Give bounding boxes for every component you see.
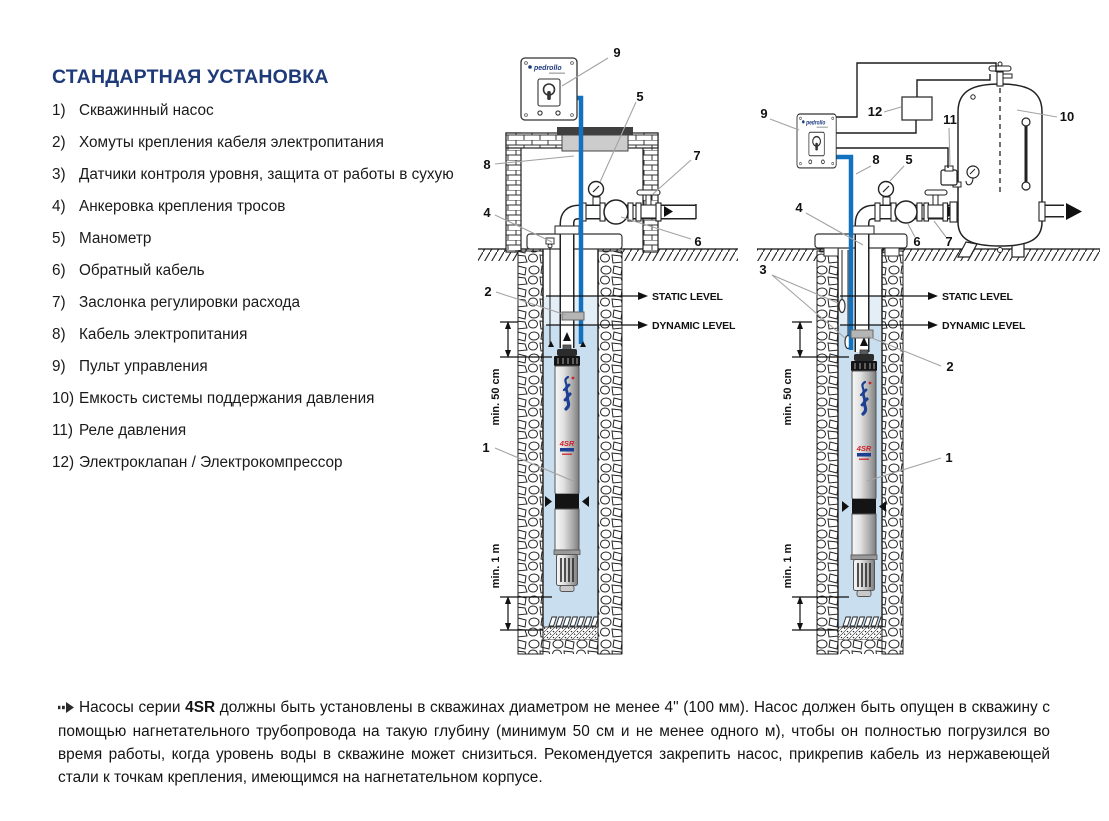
footnote-body: должны быть установлены в скважинах диаметром не менее 4" (100 мм). Насос должен быть опущен в скважину с помощью нагнетательного трубопровода на такую глубину (минимум 50 см и не менее одного м), чтобы он полностью погрузился во время работы, когда уровень воды в скважине может снизиться. Рекомендуется закрепить насос, прикрепив кабель из нержавеющей стали к точкам крепления, имеющимся на нагнетательном корпусе. xyxy=(58,699,1050,786)
check-valve xyxy=(891,201,922,223)
item-number: 5) xyxy=(52,230,66,247)
list-item xyxy=(52,351,472,383)
footnote-series: 4SR xyxy=(185,699,216,717)
page-title: СТАНДАРТНАЯ УСТАНОВКА xyxy=(52,66,329,89)
min-1m-label: min. 1 m xyxy=(782,543,794,589)
item-number: 7) xyxy=(52,294,66,311)
callout-5: 5 xyxy=(636,89,644,104)
callout-2: 2 xyxy=(946,359,954,374)
item-label: Кабель электропитания xyxy=(79,326,248,343)
callout-12: 12 xyxy=(867,104,883,119)
item-label: Обратный кабель xyxy=(79,262,205,279)
item-label: Анкеровка крепления тросов xyxy=(79,198,286,215)
diagram-pressure-tank-installation xyxy=(757,62,1100,654)
callout-8: 8 xyxy=(483,157,491,172)
list-item xyxy=(52,415,472,447)
callout-7: 7 xyxy=(945,234,953,249)
min-50cm-label: min. 50 cm xyxy=(490,368,502,426)
item-number: 3) xyxy=(52,166,66,183)
list-item xyxy=(52,383,472,415)
diagram-canvas: 4SR pedrollo STATIC LEVEL DYNAMIC LEVEL min. 50 cm min. 1 m 9 5 8 7 4 6 2 1 STATIC LEVEL DYNAMIC LEVEL min. 50 cm min. 1 m 9 12 11 10 8 5 4 6 7 3 2 1 xyxy=(470,25,1109,670)
min-1m-label: min. 1 m xyxy=(490,543,502,589)
right-arrow-icon xyxy=(58,698,74,721)
callout-6: 6 xyxy=(913,234,921,249)
list-item xyxy=(52,159,472,191)
callout-10: 10 xyxy=(1059,109,1075,124)
static-level-label: STATIC LEVEL xyxy=(942,291,1013,303)
check-valve xyxy=(600,200,633,224)
diagram-well-pit-installation xyxy=(478,45,738,654)
list-item xyxy=(52,319,472,351)
list-item xyxy=(52,287,472,319)
electrovalve-box xyxy=(902,97,932,120)
list-item xyxy=(52,191,472,223)
pressure-gauge xyxy=(879,182,894,206)
list-item xyxy=(52,127,472,159)
gate-valve xyxy=(636,190,661,221)
parts-list xyxy=(52,95,472,479)
item-number: 1) xyxy=(52,102,66,119)
item-number: 9) xyxy=(52,358,66,375)
callout-4: 4 xyxy=(795,200,803,215)
item-label: Реле давления xyxy=(79,422,187,439)
item-label: Пульт управления xyxy=(79,358,208,375)
callout-1: 1 xyxy=(482,440,490,455)
item-number: 11) xyxy=(52,422,73,439)
gate-valve xyxy=(924,190,948,221)
static-level-label: STATIC LEVEL xyxy=(652,291,723,303)
callout-9: 9 xyxy=(613,45,621,60)
item-label: Емкость системы поддержания давления xyxy=(79,390,375,407)
item-number: 4) xyxy=(52,198,66,215)
cable-clamp xyxy=(562,312,584,320)
ground-hatch xyxy=(757,249,1100,261)
tank-top-valve xyxy=(989,62,1012,86)
item-number: 2) xyxy=(52,134,66,151)
dynamic-level-label: DYNAMIC LEVEL xyxy=(942,320,1026,332)
callout-4: 4 xyxy=(483,205,491,220)
callout-1: 1 xyxy=(945,450,953,465)
pit-lid xyxy=(557,127,633,151)
callout-5: 5 xyxy=(905,152,913,167)
callout-3: 3 xyxy=(759,262,767,277)
item-label: Заслонка регулировки расхода xyxy=(79,294,300,311)
min-50cm-label: min. 50 cm xyxy=(782,368,794,426)
tank-outlet-pipe xyxy=(1039,202,1082,221)
list-item xyxy=(52,447,472,479)
callout-7: 7 xyxy=(693,148,701,163)
item-label: Манометр xyxy=(79,230,152,247)
callout-8: 8 xyxy=(872,152,880,167)
list-item xyxy=(52,255,472,287)
item-number: 10) xyxy=(52,390,75,407)
dynamic-level-label: DYNAMIC LEVEL xyxy=(652,320,736,332)
footnote xyxy=(58,697,1050,789)
footnote-prefix: Насосы серии xyxy=(79,699,186,717)
list-item xyxy=(52,223,472,255)
item-label: Скважинный насос xyxy=(79,102,214,119)
item-number: 6) xyxy=(52,262,66,279)
item-label: Датчики контроля уровня, защита от работы в сухую xyxy=(79,166,454,183)
list-item xyxy=(52,95,472,127)
callout-6: 6 xyxy=(694,234,702,249)
item-label: Электроклапан / Электрокомпрессор xyxy=(79,454,343,471)
item-number: 12) xyxy=(52,454,75,471)
tank-inlet-flange xyxy=(950,202,957,222)
item-label: Хомуты крепления кабеля электропитания xyxy=(79,134,384,151)
pressure-tank xyxy=(958,62,1042,257)
pressure-gauge xyxy=(589,182,604,206)
callout-11: 11 xyxy=(943,112,957,127)
callout-9: 9 xyxy=(760,106,768,121)
item-number: 8) xyxy=(52,326,66,343)
callout-2: 2 xyxy=(484,284,492,299)
